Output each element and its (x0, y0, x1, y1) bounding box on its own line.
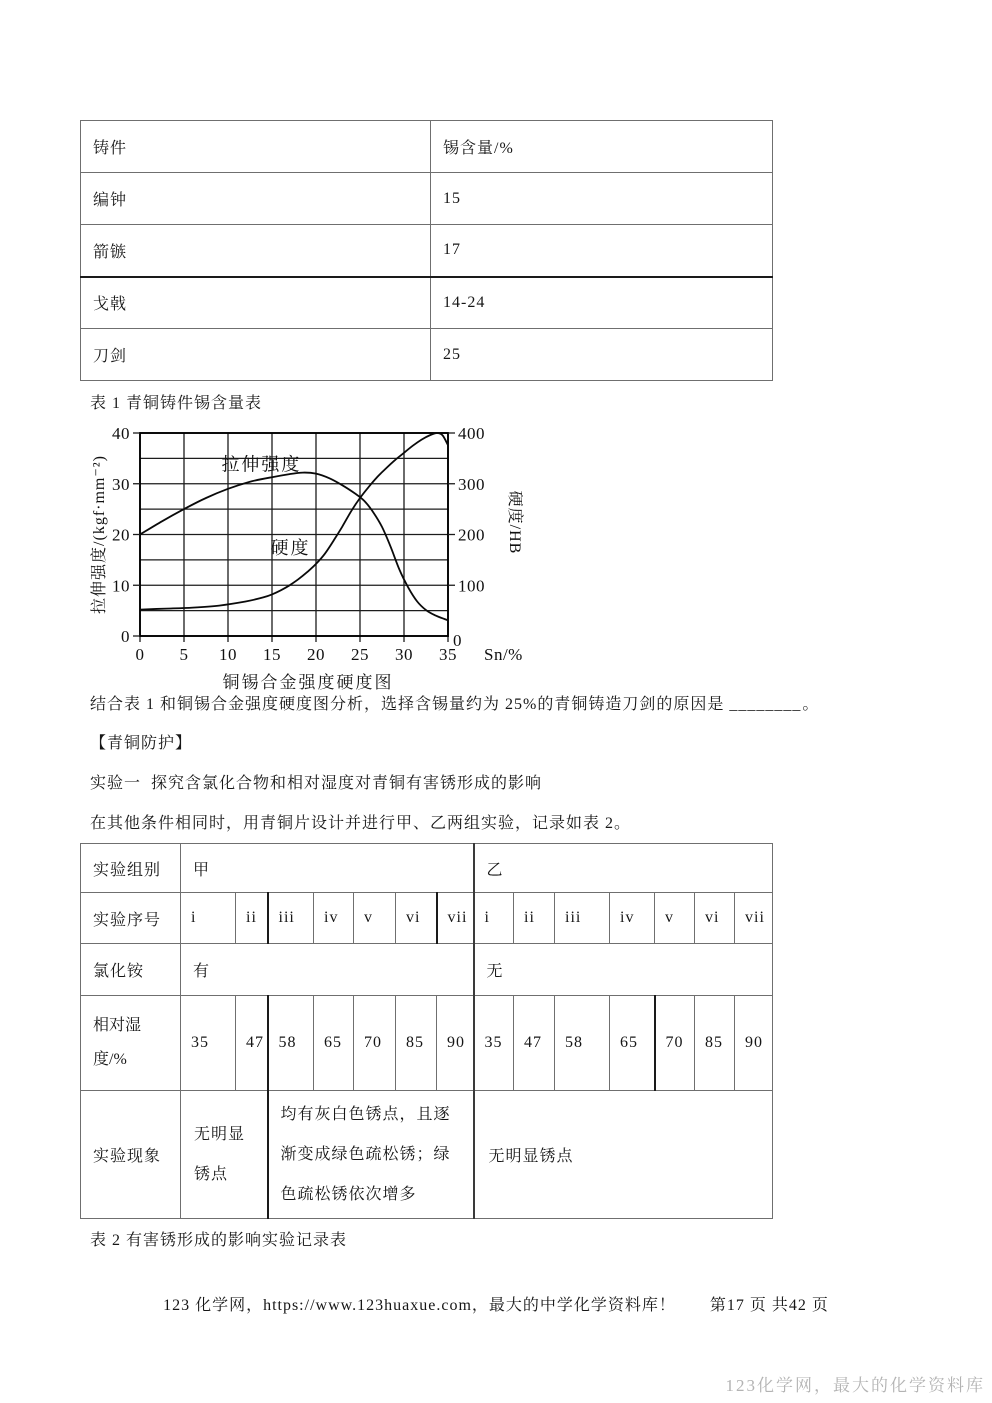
series-label: 拉伸强度 (221, 454, 302, 475)
left-axis-title: 拉伸强度/(kgf·mm⁻²) (91, 455, 108, 614)
t2-humidity: 65 (314, 996, 354, 1091)
section-title: 【青铜防护】 (90, 735, 193, 752)
t2-serial: iv (314, 893, 354, 944)
t2-humidity: 35 (181, 996, 236, 1091)
experiment-description: 在其他条件相同时，用青铜片设计并进行甲、乙两组实验，记录如表 2。 (90, 815, 632, 832)
table-row (81, 844, 773, 893)
right-axis-zero-label: 0 (453, 631, 462, 650)
t2-serial: iii (555, 893, 610, 944)
left-tick-label: 30 (112, 474, 130, 494)
t2-humidity: 47 (514, 996, 555, 1091)
table-row (81, 277, 773, 329)
right-axis-title: 硬度/HB (506, 490, 523, 555)
t2-serial: vi (396, 893, 437, 944)
t2-humidity: 90 (437, 996, 474, 1091)
t2-chloride-yi: 无 (474, 944, 773, 996)
left-tick-label: 10 (112, 576, 130, 596)
t1-cell: 刀剑 (81, 329, 431, 381)
t2-humidity: 47 (236, 996, 268, 1091)
t2-label-humidity: 相对湿度/% (81, 996, 181, 1091)
t2-phenomenon-yi: 无明显锈点 (474, 1091, 773, 1219)
table-row (81, 329, 773, 381)
x-tick-label: 35 (439, 645, 457, 664)
t2-group-yi: 乙 (474, 844, 773, 893)
t2-serial: iii (268, 893, 314, 944)
analysis-question (90, 694, 980, 716)
t2-serial: iv (610, 893, 655, 944)
rust-experiment-table (80, 843, 773, 1219)
table2-caption: 表 2 有害锈形成的影响实验记录表 (90, 1232, 348, 1249)
t2-phenomenon-jia-low: 无明显锈点 (181, 1091, 268, 1219)
x-tick-label: 0 (135, 645, 145, 664)
x-tick-label: 25 (351, 645, 369, 664)
t2-humidity: 85 (695, 996, 735, 1091)
t1-cell: 17 (431, 225, 773, 277)
t1-cell: 15 (431, 173, 773, 225)
alloy-strength-hardness-chart (90, 421, 526, 693)
table-row (81, 121, 773, 173)
t2-serial: vi (695, 893, 735, 944)
t2-label-chloride: 氯化铵 (81, 944, 181, 996)
table-row (81, 893, 773, 944)
chart-caption: 铜锡合金强度硬度图 (222, 673, 394, 692)
left-tick-label: 20 (112, 525, 130, 545)
t1-cell: 戈戟 (81, 277, 431, 329)
t2-label-group: 实验组别 (81, 844, 181, 893)
right-tick-label: 300 (458, 474, 485, 494)
page-footer (0, 1292, 992, 1315)
t2-serial: vii (437, 893, 474, 944)
left-tick-label: 0 (121, 627, 130, 646)
t1-cell: 编钟 (81, 173, 431, 225)
x-tick-label: 5 (179, 645, 189, 664)
t2-serial: ii (514, 893, 555, 944)
answer-blank: ________ (729, 696, 802, 713)
table-row (81, 225, 773, 277)
t2-humidity: 65 (610, 996, 655, 1091)
t2-chloride-jia: 有 (181, 944, 474, 996)
footer-page-number: 第17 页 共42 页 (709, 1297, 829, 1314)
watermark-text: 123化学网，最大的化学资料库 (725, 1376, 985, 1395)
x-tick-label: 20 (307, 645, 325, 664)
table-row (81, 1091, 773, 1219)
right-tick-label: 200 (458, 525, 485, 545)
table-row (81, 173, 773, 225)
x-tick-label: 15 (263, 645, 281, 664)
t2-humidity: 90 (735, 996, 773, 1091)
t2-humidity: 58 (555, 996, 610, 1091)
t2-label-phenomenon: 实验现象 (81, 1091, 181, 1219)
experiment-title: 实验一 探究含氯化合物和相对湿度对青铜有害锈形成的影响 (90, 775, 543, 792)
x-axis-title: Sn/% (484, 645, 523, 664)
right-tick-label: 400 (458, 424, 485, 443)
right-tick-label: 100 (458, 576, 485, 596)
table1-caption: 表 1 青铜铸件锡含量表 (90, 395, 263, 412)
t2-label-serial: 实验序号 (81, 893, 181, 944)
t2-phenomenon-jia-high: 均有灰白色锈点，且逐渐变成绿色疏松锈；绿色疏松锈依次增多 (268, 1091, 474, 1219)
t2-humidity: 35 (474, 996, 514, 1091)
t2-humidity: 70 (354, 996, 396, 1091)
left-tick-label: 40 (112, 424, 130, 443)
t2-humidity: 85 (396, 996, 437, 1091)
t1-cell: 14-24 (431, 277, 773, 329)
t2-serial: i (474, 893, 514, 944)
t1-header-tin: 锡含量/% (431, 121, 773, 173)
t1-cell: 箭镞 (81, 225, 431, 277)
footer-site-text: 123 化学网，https://www.123huaxue.com，最大的中学化学资料库！ (163, 1297, 676, 1314)
analysis-text: 结合表 1 和铜锡合金强度硬度图分析，选择含锡量约为 25%的青铜铸造刀剑的原因是 (90, 696, 725, 713)
chart-svg (90, 421, 526, 667)
x-tick-label: 30 (395, 645, 413, 664)
series-label: 硬度 (270, 537, 311, 558)
t2-humidity: 70 (655, 996, 695, 1091)
t2-serial: ii (236, 893, 268, 944)
t2-group-jia: 甲 (181, 844, 474, 893)
t1-cell: 25 (431, 329, 773, 381)
t2-serial: vii (735, 893, 773, 944)
t2-humidity: 58 (268, 996, 314, 1091)
tin-content-table (80, 120, 773, 381)
table-row (81, 996, 773, 1091)
table-row (81, 944, 773, 996)
t1-header-casting: 铸件 (81, 121, 431, 173)
t2-serial: v (655, 893, 695, 944)
x-tick-label: 10 (219, 645, 237, 664)
t2-serial: v (354, 893, 396, 944)
t2-serial: i (181, 893, 236, 944)
analysis-period: 。 (802, 696, 820, 713)
